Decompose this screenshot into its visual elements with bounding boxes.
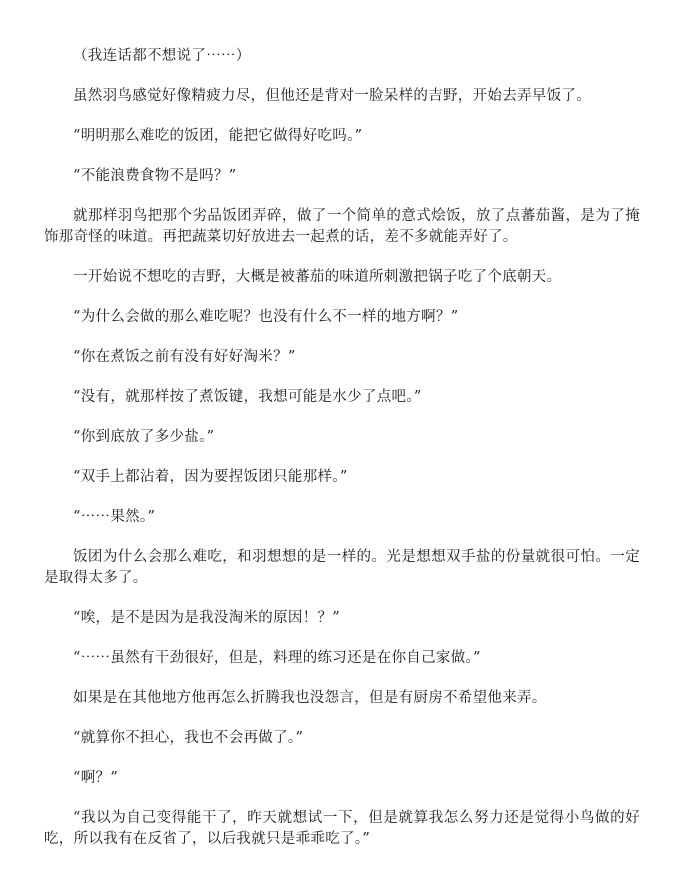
paragraph: “我以为自己变得能干了，昨天就想试一下，但是就算我怎么努力还是觉得小鸟做的好吃，所以我有在反省了，以后我就只是乖乖吃了。” — [44, 810, 640, 847]
paragraph: “啊？” — [73, 770, 119, 786]
paragraph: “双手上都沾着，因为要捏饭团只能那样。” — [73, 469, 348, 485]
paragraph: “⋯⋯虽然有干劲很好，但是，料理的练习还是在你自己家做。” — [73, 650, 481, 666]
paragraph: 就那样羽鸟把那个劣品饭团弄碎，做了一个简单的意式烩饭，放了点蕃茄酱，是为了掩饰那奇怪的味道。再把蔬菜切好放进去一起煮的话，差不多就能弄好了。 — [44, 208, 640, 245]
paragraph: “为什么会做的那么难吃呢？也没有什么不一样的地方啊？” — [73, 309, 459, 325]
paragraph: “没有，就那样按了煮饭键，我想可能是水少了点吧。” — [73, 389, 422, 405]
paragraph: “⋯⋯果然。” — [73, 509, 156, 525]
paragraph: “你到底放了多少盐。” — [73, 429, 215, 445]
paragraph: “你在煮饭之前有没有好好淘米？” — [73, 349, 296, 365]
paragraph: 如果是在其他地方他再怎么折腾我也没怨言，但是有厨房不希望他来弄。 — [73, 690, 547, 706]
paragraph: 虽然羽鸟感觉好像精疲力尽，但他还是背对一脸呆样的吉野，开始去弄早饭了。 — [73, 88, 591, 104]
paragraph: “就算你不担心，我也不会再做了。” — [73, 730, 304, 746]
paragraph: “不能浪费食物不是吗？” — [73, 168, 237, 184]
paragraph: 一开始说不想吃的吉野，大概是被蕃茄的味道所刺激把锅子吃了个底朝天。 — [73, 269, 562, 285]
paragraph: （我连话都不想说了⋯⋯） — [73, 48, 251, 64]
paragraph: “唉，是不是因为是我没淘米的原因！？” — [73, 610, 341, 626]
paragraph: 饭团为什么会那么难吃，和羽想想的是一样的。光是想想双手盐的份量就很可怕。一定是取得太多了。 — [44, 549, 640, 586]
paragraph: “明明那么难吃的饭团，能把它做得好吃吗。” — [73, 128, 363, 144]
document-page — [44, 46, 640, 869]
